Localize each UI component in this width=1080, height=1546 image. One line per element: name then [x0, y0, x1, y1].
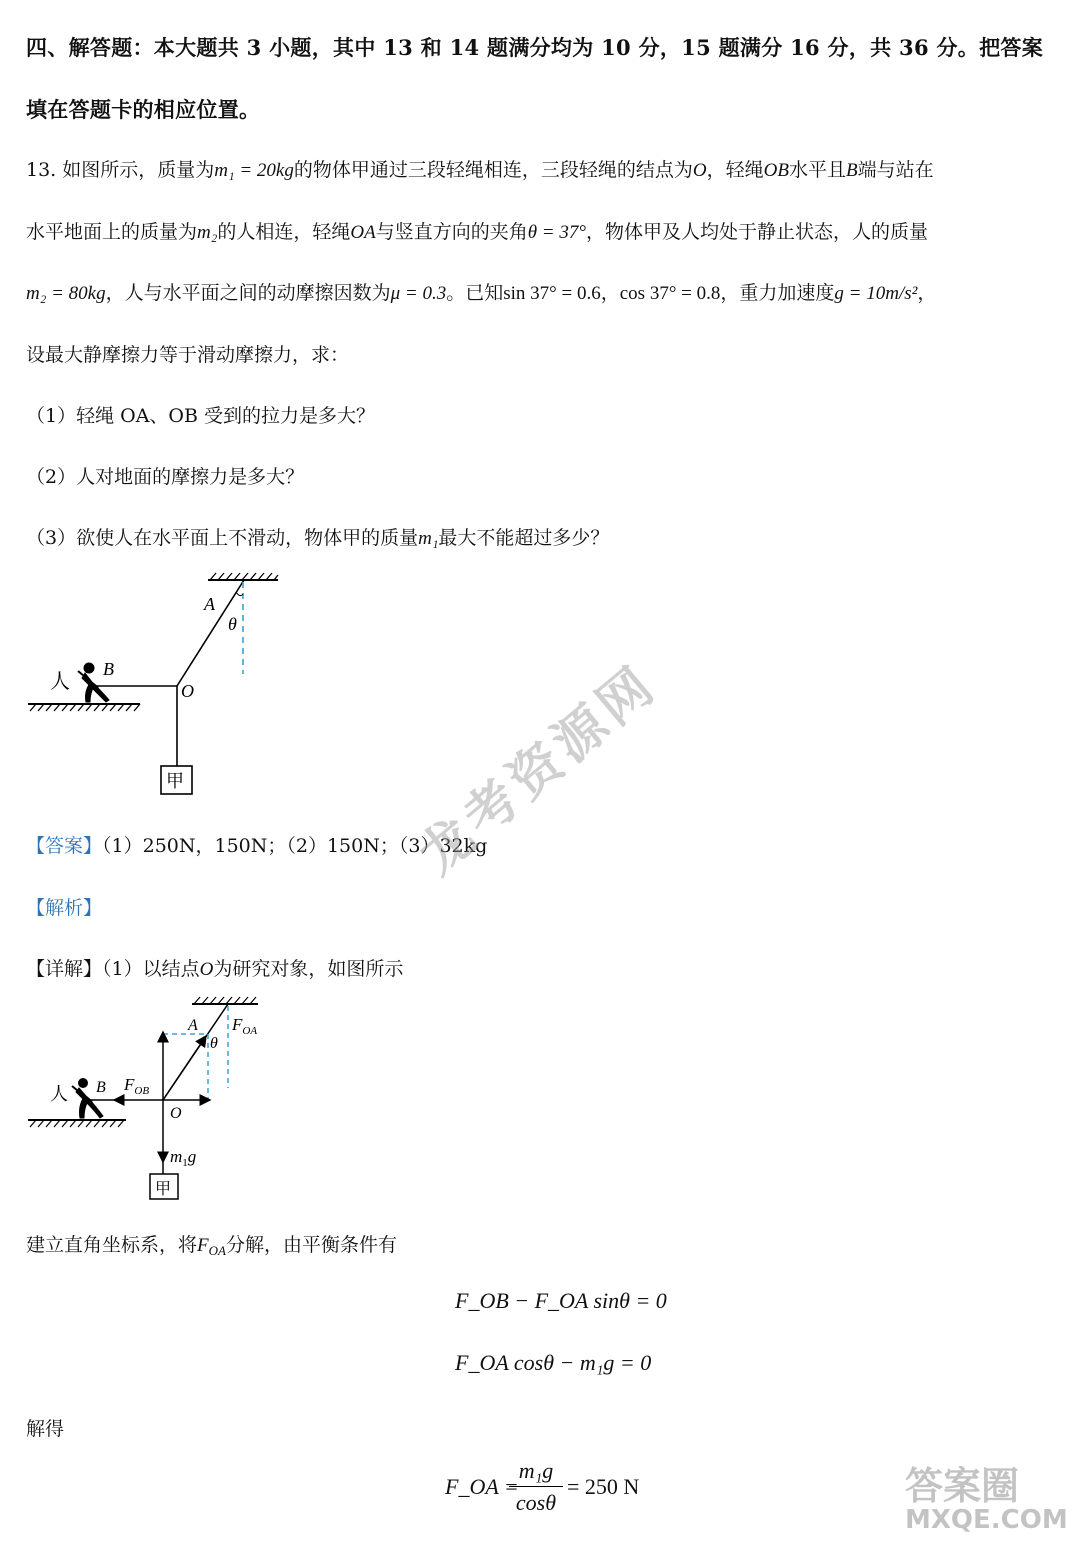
math: m₁ — [418, 528, 439, 549]
problem-line-1 — [26, 155, 934, 182]
label-ren: 人 — [50, 671, 70, 693]
section-heading-line1: 四、解答题：本大题共 3 小题，其中 13 和 14 题满分均为 10 分，15 题满分 16 分，共 36 分。把答案 — [26, 35, 1043, 60]
equation-2: F_OA cosθ − m₁g = 0 — [455, 1350, 652, 1375]
text: 水平且 — [788, 159, 846, 181]
math: cos 37° = 0.8 — [619, 283, 721, 304]
text: 与竖直方向的夹角 — [375, 221, 528, 243]
detail-tag: 【详解】 — [26, 958, 103, 980]
label-FOA-main: F — [232, 1015, 243, 1034]
math: OB — [763, 160, 789, 181]
label-FOA — [231, 1015, 257, 1037]
math: B — [845, 160, 858, 181]
force-FOA-arrow — [163, 1036, 206, 1100]
section-heading-line2: 填在答题卡的相应位置。 — [26, 97, 261, 122]
solve-label: 解得 — [26, 1418, 65, 1440]
text: ， — [600, 282, 620, 304]
math: m₂ = 80kg — [26, 283, 106, 304]
label-FOA-sub: OA — [242, 1025, 258, 1037]
text: 分解，由平衡条件有 — [225, 1234, 397, 1256]
ceiling-hatch — [194, 997, 256, 1004]
angle-arc — [236, 592, 243, 596]
label-A: A — [188, 1017, 198, 1034]
text: 端与站在 — [857, 159, 934, 181]
text: 为研究对象，如图所示 — [213, 958, 404, 980]
label-jia: 甲 — [166, 771, 184, 791]
problem-line-2 — [26, 217, 928, 244]
label-ren: 人 — [50, 1084, 68, 1104]
label-B: B — [96, 1079, 106, 1096]
text: 。已知 — [446, 282, 504, 304]
label-m1g-m: m — [170, 1147, 183, 1166]
question-3 — [26, 523, 609, 550]
analysis-tag-text: 【解析】 — [26, 897, 103, 919]
text: ，物体甲及人均处于静止状态，人的质量 — [585, 221, 928, 243]
text: ， — [917, 282, 937, 304]
label-FOB-sub: OB — [134, 1085, 150, 1097]
label-FOB — [123, 1075, 149, 1097]
text: 最大不能超过多少？ — [438, 527, 610, 549]
label-O: O — [170, 1105, 182, 1122]
math: θ = 37° — [527, 222, 586, 243]
answer-tag: 【答案】 — [26, 835, 103, 857]
math: μ = 0.3 — [390, 283, 447, 304]
math: sin 37° = 0.6 — [503, 283, 601, 304]
text: 建立直角坐标系，将 — [26, 1234, 198, 1256]
figure-1-diagram — [20, 570, 300, 810]
ground-hatch — [30, 1120, 124, 1127]
math: F — [197, 1235, 209, 1256]
math: O — [199, 959, 214, 980]
answer-text: （1）250N，150N；（2）150N；（3）32kg — [102, 835, 488, 857]
question-1: （1）轻绳 OA、OB 受到的拉力是多大？ — [26, 405, 376, 427]
text: 的人相连，轻绳 — [217, 221, 351, 243]
math: g = 10m/s² — [834, 283, 918, 304]
analysis-tag — [26, 893, 102, 920]
ceiling-hatch — [210, 573, 278, 580]
math: OA — [350, 222, 376, 243]
watermark-center: 龙考资源网 — [408, 653, 670, 886]
detail-line — [26, 954, 403, 981]
question-2: （2）人对地面的摩擦力是多大？ — [26, 466, 305, 488]
math: m₂ — [197, 222, 218, 243]
eq3-rhs: = 250 N — [567, 1474, 640, 1499]
text: （1）以结点 — [102, 958, 200, 980]
ground-hatch — [30, 704, 140, 711]
label-A: A — [204, 594, 215, 614]
equation-1: F_OB − F_OA sinθ = 0 — [455, 1288, 667, 1313]
label-theta: θ — [228, 614, 237, 634]
eq3-denominator: cosθ — [515, 1490, 557, 1515]
label-m1g-sub: 1 — [182, 1157, 188, 1169]
text: ，重力加速度 — [720, 282, 835, 304]
problem-number: 13. — [26, 159, 57, 181]
label-m1g-g: g — [187, 1147, 197, 1166]
text: 水平地面上的质量为 — [26, 221, 198, 243]
label-theta: θ — [210, 1035, 218, 1052]
text: ，人与水平面之间的动摩擦因数为 — [105, 282, 391, 304]
math: m₁ = 20kg — [214, 160, 294, 181]
eq3-fraction-bar — [509, 1486, 563, 1487]
coord-line — [26, 1230, 397, 1259]
math-sub: OA — [208, 1243, 226, 1258]
eq3-lhs: F_OA = — [445, 1474, 519, 1499]
watermark-corner-top: 答案圈 — [905, 1464, 1020, 1508]
problem-line-3 — [26, 278, 936, 305]
math: O — [692, 160, 707, 181]
text: （3）欲使人在水平面上不滑动，物体甲的质量 — [26, 527, 419, 549]
text: 的物体甲通过三段轻绳相连，三段轻绳的结点为 — [293, 159, 693, 181]
label-B: B — [103, 659, 114, 679]
watermark-corner-bottom: MXQE.COM — [905, 1505, 1068, 1535]
figure-2-force-diagram — [20, 992, 280, 1207]
label-O: O — [181, 681, 194, 701]
text: ，轻绳 — [706, 159, 764, 181]
label-jia: 甲 — [155, 1181, 172, 1198]
eq3-numerator: m₁g — [518, 1458, 554, 1483]
label-FOB-main: F — [124, 1075, 135, 1094]
label-m1g — [170, 1147, 196, 1169]
problem-line-4: 设最大静摩擦力等于滑动摩擦力，求： — [26, 344, 350, 366]
text: 如图所示，质量为 — [62, 159, 215, 181]
